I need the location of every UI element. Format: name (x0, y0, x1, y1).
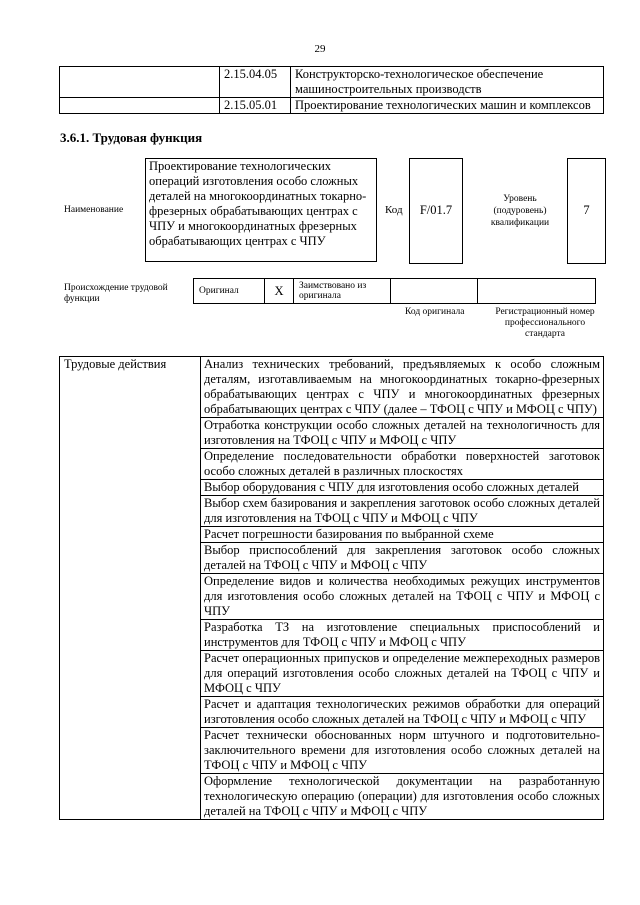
action-cell: Определение последовательности обработки поверхностей заготовок особо сложных деталей в различных плоскостях (201, 449, 604, 480)
action-cell: Выбор оборудования с ЧПУ для изготовления особо сложных деталей (201, 480, 604, 496)
empty-cell (60, 67, 220, 98)
code-cell: 2.15.05.01 (220, 98, 291, 114)
name-cell: Конструкторско-технологическое обеспечение машиностроительных производств (291, 67, 604, 98)
code-value: F/01.7 (419, 203, 453, 217)
empty-cell (60, 98, 220, 114)
action-cell: Анализ технических требований, предъявляемых к особо сложным деталям, изготавливаемым на многокоординатных токарно-фрезерных обрабатывающих центрах с ЧПУ и многокоординатных фрезерных обрабатывающих центрах с ЧПУ (далее – ТФОЦ с ЧПУ и МФОЦ с ЧПУ) (201, 357, 604, 418)
original-mark: X (265, 279, 294, 304)
section-title: 3.6.1. Трудовая функция (60, 130, 203, 145)
action-cell: Расчет и адаптация технологических режимов обработки для операций изготовления особо сложных деталей на ТФОЦ с ЧПУ и МФОЦ с ЧПУ (201, 697, 604, 728)
origin-label: Происхождение трудовой функции (64, 283, 168, 304)
level-value: 7 (583, 203, 590, 217)
level-box (567, 158, 606, 264)
action-cell: Расчет операционных припусков и определение межпереходных размеров для операций изготовления особо сложных деталей на ТФОЦ с ЧПУ и МФОЦ с ЧПУ (201, 651, 604, 697)
table-row (194, 279, 596, 304)
table-row (60, 67, 604, 98)
action-cell: Отработка конструкции особо сложных деталей на технологичность для изготовления на ТФОЦ с ЧПУ и МФОЦ с ЧПУ (201, 418, 604, 449)
code-cell: 2.15.04.05 (220, 67, 291, 98)
function-name-box: Проектирование технологических операций изготовления особо сложных деталей на многокоординатных токарно-фрезерных обрабатывающих центрах с ЧПУ и многокоординатных фрезерных обрабатывающих центрах с ЧПУ (145, 158, 377, 262)
action-cell: Разработка ТЗ на изготовление специальных приспособлений и инструментов для ТФОЦ с ЧПУ и МФОЦ с ЧПУ (201, 620, 604, 651)
code-original-cell (391, 279, 478, 304)
codes-table (59, 66, 604, 114)
action-cell: Выбор схем базирования и закрепления заготовок особо сложных деталей для изготовления на ТФОЦ с ЧПУ и МФОЦ с ЧПУ (201, 496, 604, 527)
reg-number-cell (478, 279, 596, 304)
action-cell: Расчет технически обоснованных норм штучного и подготовительно-заключительного времени для изготовления особо сложных деталей на ТФОЦ с ЧПУ и МФОЦ с ЧПУ (201, 728, 604, 774)
action-cell: Расчет погрешности базирования по выбранной схеме (201, 527, 604, 543)
action-cell: Определение видов и количества необходимых режущих инструментов для изготовления особо сложных деталей на ТФОЦ с ЧПУ и МФОЦ с ЧПУ (201, 574, 604, 620)
name-label: Наименование (64, 205, 124, 215)
action-cell: Выбор приспособлений для закрепления заготовок особо сложных деталей на ТФОЦ с ЧПУ и МФОЦ с ЧПУ (201, 543, 604, 574)
level-label: Уровень (подуровень) квалификации (490, 194, 550, 228)
table-row (60, 357, 604, 418)
borrowed-label: Заимствовано из оригинала (294, 279, 391, 304)
table-row (60, 98, 604, 114)
code-box (409, 158, 463, 264)
original-label: Оригинал (194, 279, 265, 304)
labor-actions-table (59, 356, 604, 820)
origin-table (193, 278, 596, 304)
code-label: Код (385, 204, 403, 216)
name-cell: Проектирование технологических машин и комплексов (291, 98, 604, 114)
code-original-caption: Код оригинала (405, 307, 465, 317)
action-cell: Оформление технологической документации на разработанную технологическую операцию (операции) для изготовления особо сложных деталей на ТФОЦ с ЧПУ и МФОЦ с ЧПУ (201, 774, 604, 820)
page-number: 29 (314, 43, 326, 55)
reg-number-caption: Регистрационный номер профессионального стандарта (495, 307, 595, 339)
actions-label: Трудовые действия (60, 357, 201, 820)
